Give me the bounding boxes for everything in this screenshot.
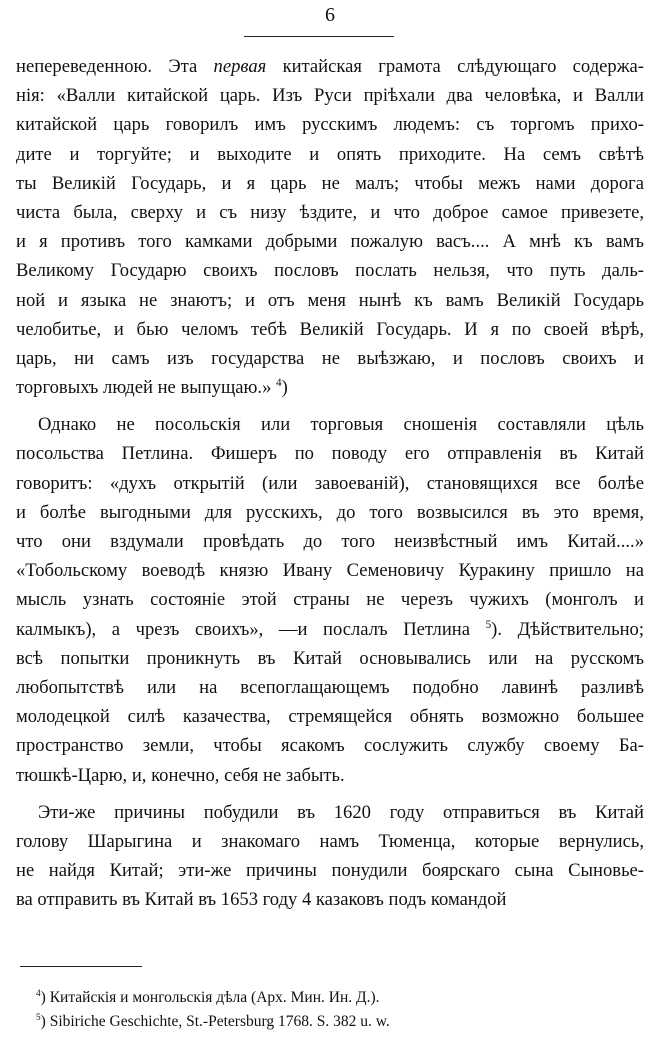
- text-line: всѣ попытки проникнуть въ Китай основывались или на русскомъ: [16, 647, 644, 669]
- text-line: тюшкѣ-Царю, и, конечно, себя не забыть.: [16, 764, 345, 786]
- footnote: $^5$) Sibiriche Geschichte, St.-Petersburg 1768. S. 382 u. w.: [36, 1012, 390, 1030]
- text-line: молодецкой силѣ казачества, стремящейся обнять возможно большее: [16, 706, 644, 728]
- footnote-ref[interactable]: 5: [485, 618, 492, 631]
- text-line: голову Шарыгина и знакомаго намъ Тюменца, которые вернулись,: [16, 830, 644, 852]
- text-line: торговыхъ людей не выпущаю.» $^4$): [16, 376, 288, 399]
- text-line: Эти-же причины побудили въ 1620 году отправиться въ Китай: [38, 801, 644, 823]
- text-line: пространство земли, чтобы ясакомъ сослужить службу своему Ба-: [16, 735, 644, 757]
- text-line: ва отправить въ Китай въ 1653 году 4 казаковъ подъ командой: [16, 889, 507, 911]
- text-line: любопытствѣ или на всепоглащающемъ подобно лавинѣ разливѣ: [16, 676, 644, 698]
- text-line: Однако не посольскія или торговыя сношенія составляли цѣль: [38, 414, 644, 436]
- footnotes: [36, 986, 636, 1034]
- paragraph: [16, 798, 644, 915]
- text-line: нія: «Валли китайской царь. Изъ Руси пріѣхали два человѣка, и Валли: [16, 85, 644, 107]
- footnote-rule: [20, 966, 142, 967]
- text-line: ной и языка не знаютъ; и отъ меня нынѣ къ вамъ Великій Государь: [16, 289, 644, 311]
- header-rule: [244, 36, 394, 37]
- text-line: не найдя Китай; эти-же причины понудили боярскаго сына Сыновье-: [16, 860, 644, 882]
- text-line: говоритъ: «духъ открытій (или завоеваній), становящихся все болѣе: [16, 472, 644, 494]
- body-text: [16, 52, 644, 922]
- text-line: непереведенною. Эта первая китайская грамота слѣдующаго содержа-: [16, 56, 644, 77]
- paragraph: [16, 410, 644, 789]
- text-line: и болѣе выгодными для русскихъ, до того возвысился въ это время,: [16, 501, 644, 523]
- text-line: ты Великій Государь, и я царь не малъ; чтобы межъ нами дорога: [16, 172, 644, 194]
- paragraph: [16, 52, 644, 402]
- text-line: калмыкъ), а чрезъ своихъ», —и послалъ Петлина $^5$). Дѣйствительно;: [16, 618, 644, 640]
- text-line: посольства Петлина. Фишеръ по поводу его отправленія въ Китай: [16, 443, 644, 465]
- text-line: дите и торгуйте; и выходите и опять приходите. На семъ свѣтѣ: [16, 143, 644, 165]
- footnote: $^4$) Китайскія и монгольскія дѣла (Арх. Мин. Ин. Д.).: [36, 988, 380, 1006]
- text-line: мысль узнать состояніе этой страны не черезъ чужихъ (монголъ и: [16, 589, 644, 611]
- text-line: и я противъ того камками добрыми пожалую васъ.... А мнѣ къ вамъ: [16, 231, 644, 253]
- text-line: царь, ни самъ изъ государства не выѣзжаю, и пословъ своихъ и: [16, 347, 644, 369]
- emphasis: первая: [213, 56, 267, 77]
- text-line: китайской царь говорилъ имъ русскимъ людемъ: съ торгомъ прихо-: [16, 114, 644, 136]
- text-line: Великому Государю своихъ пословъ послать нельзя, что путь даль-: [16, 260, 644, 282]
- page-number: 6: [325, 4, 335, 26]
- text-line: «Тобольскому воеводѣ князю Ивану Семеновичу Куракину пришло на: [16, 560, 644, 582]
- text-line: что они вздумали провѣдать до того неизвѣстный имъ Китай....»: [16, 531, 644, 552]
- footnote-ref[interactable]: 4: [276, 376, 282, 389]
- text-line: чиста была, сверху и съ низу ѣздите, и что доброе самое привезете,: [16, 201, 644, 223]
- footnote-mark: 4: [36, 988, 41, 999]
- footnote-mark: 5: [36, 1012, 41, 1023]
- text-line: челобитье, и бью челомъ тебѣ Великій Государь. И я по своей вѣрѣ,: [16, 318, 644, 340]
